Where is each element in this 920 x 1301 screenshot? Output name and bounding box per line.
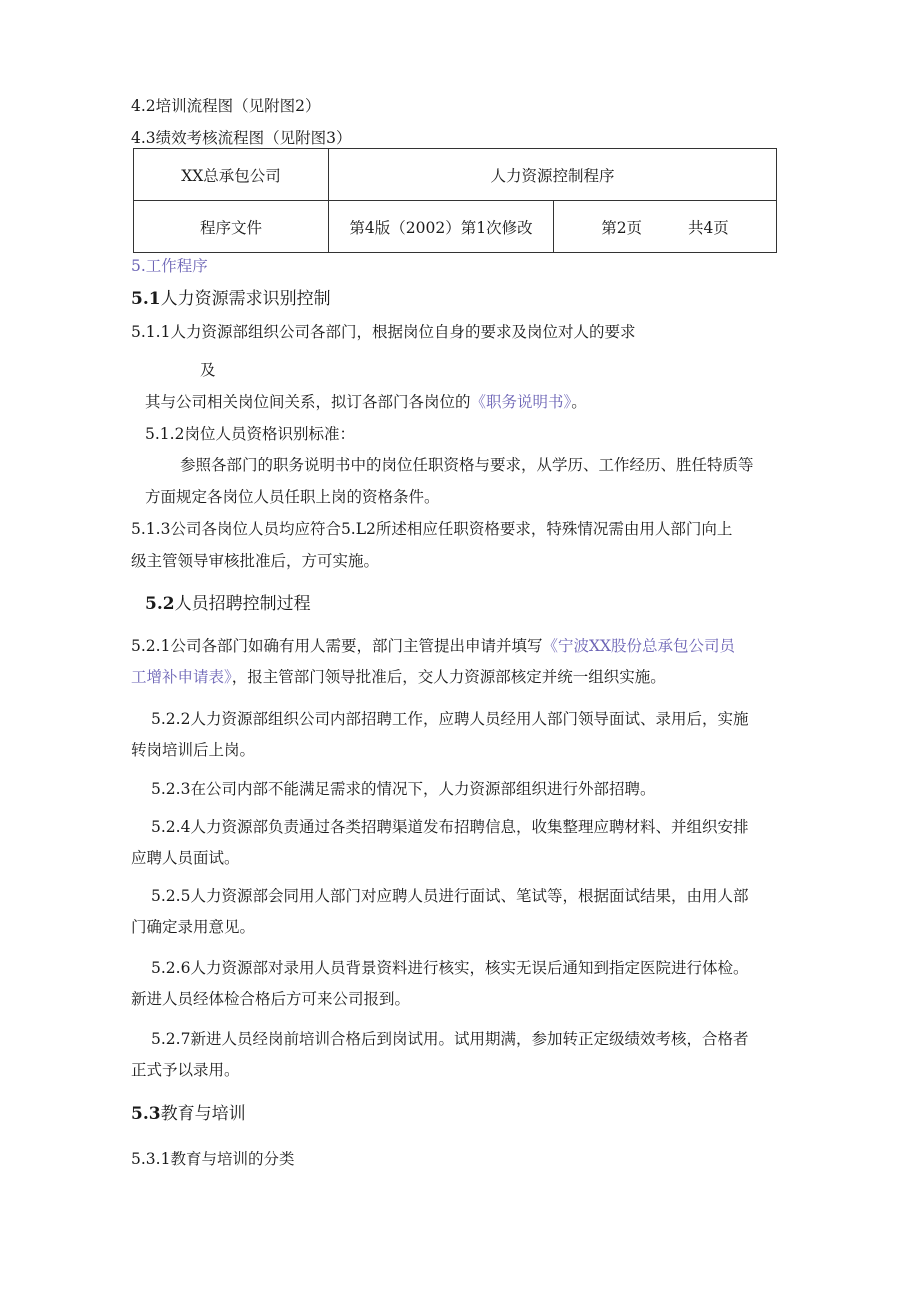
section-5-2-number: 5.2 xyxy=(145,594,175,614)
para-5-2-1-a-text: 5.2.1公司各部门如确有用人需要，部门主管提出申请并填写 xyxy=(131,637,543,655)
company-name: XX总承包公司 xyxy=(134,149,329,201)
para-5-1-2-c: 方面规定各岗位人员任职上岗的资格条件。 xyxy=(145,488,440,506)
para-5-1-1-c-end: 。 xyxy=(571,393,587,411)
version-info: 第4版（2002）第1次修改 xyxy=(329,201,554,253)
line-4-2: 4.2培训流程图（见附图2） xyxy=(131,97,321,115)
job-description-link[interactable]: 《职务说明书》 xyxy=(470,393,572,411)
section-5-3-title: 教育与培训 xyxy=(160,1104,246,1124)
para-5-2-4-b: 应聘人员面试。 xyxy=(131,849,240,867)
para-5-2-1-b-text: ，报主管部门领导批准后，交人力资源部核定并统一组织实施。 xyxy=(231,668,666,686)
section-5-2-title: 人员招聘控制过程 xyxy=(174,594,311,614)
para-5-1-1-a: 5.1.1人力资源部组织公司各部门，根据岗位自身的要求及岗位对人的要求 xyxy=(131,323,636,341)
procedure-title: 人力资源控制程序 xyxy=(329,149,777,201)
section-5-3-number: 5.3 xyxy=(131,1104,161,1124)
para-5-2-5-b: 门确定录用意见。 xyxy=(131,918,256,936)
page-number: 第2页 xyxy=(601,218,643,237)
para-5-1-2-b: 参照各部门的职务说明书中的岗位任职资格与要求，从学历、工作经历、胜任特质等 xyxy=(180,456,754,474)
para-5-2-1-a xyxy=(131,636,735,656)
para-5-2-6-b: 新进人员经体检合格后方可来公司报到。 xyxy=(131,990,411,1008)
section-5-1-heading xyxy=(131,289,331,309)
para-5-3-1: 5.3.1教育与培训的分类 xyxy=(131,1150,295,1168)
staff-request-form-link-cont[interactable]: 工增补申请表》 xyxy=(131,668,232,686)
page-info xyxy=(554,201,777,253)
para-5-2-4-a: 5.2.4人力资源部负责通过各类招聘渠道发布招聘信息，收集整理应聘材料、并组织安排 xyxy=(151,818,749,836)
para-5-1-3-b: 级主管领导审核批准后，方可实施。 xyxy=(131,552,380,570)
para-5-2-3: 5.2.3在公司内部不能满足需求的情况下，人力资源部组织进行外部招聘。 xyxy=(151,780,656,798)
para-5-1-1-b: 及 xyxy=(200,361,216,379)
para-5-2-1-b xyxy=(131,667,666,687)
section-5-3-heading xyxy=(131,1104,246,1124)
section-5-2-heading xyxy=(145,594,311,614)
para-5-1-1-c xyxy=(145,392,587,412)
staff-request-form-link[interactable]: 《宁波XX股份总承包公司员 xyxy=(542,637,736,655)
para-5-2-2-b: 转岗培训后上岗。 xyxy=(131,741,256,759)
para-5-2-2-a: 5.2.2人力资源部组织公司内部招聘工作，应聘人员经用人部门领导面试、录用后，实施 xyxy=(151,710,749,728)
para-5-1-1-c-text: 其与公司相关岗位间关系，拟订各部门各岗位的 xyxy=(145,393,471,411)
para-5-2-7-b: 正式予以录用。 xyxy=(131,1061,240,1079)
document-header-table xyxy=(133,148,777,253)
doc-type: 程序文件 xyxy=(134,201,329,253)
para-5-2-6-a: 5.2.6人力资源部对录用人员背景资料进行核实，核实无误后通知到指定医院进行体检。 xyxy=(151,959,749,977)
section-5-1-number: 5.1 xyxy=(131,289,161,309)
line-4-3: 4.3绩效考核流程图（见附图3） xyxy=(131,129,352,147)
para-5-1-2-a: 5.1.2岗位人员资格识别标准： xyxy=(145,425,355,443)
para-5-1-3-a: 5.1.3公司各岗位人员均应符合5.L2所述相应任职资格要求，特殊情况需由用人部门向上 xyxy=(131,520,733,538)
section-5-1-title: 人力资源需求识别控制 xyxy=(160,289,331,309)
page-total: 共4页 xyxy=(687,218,729,237)
para-5-2-7-a: 5.2.7新进人员经岗前培训合格后到岗试用。试用期满，参加转正定级绩效考核，合格者 xyxy=(151,1030,749,1048)
section-5-title: 5.工作程序 xyxy=(131,257,208,275)
para-5-2-5-a: 5.2.5人力资源部会同用人部门对应聘人员进行面试、笔试等，根据面试结果，由用人部 xyxy=(151,887,749,905)
